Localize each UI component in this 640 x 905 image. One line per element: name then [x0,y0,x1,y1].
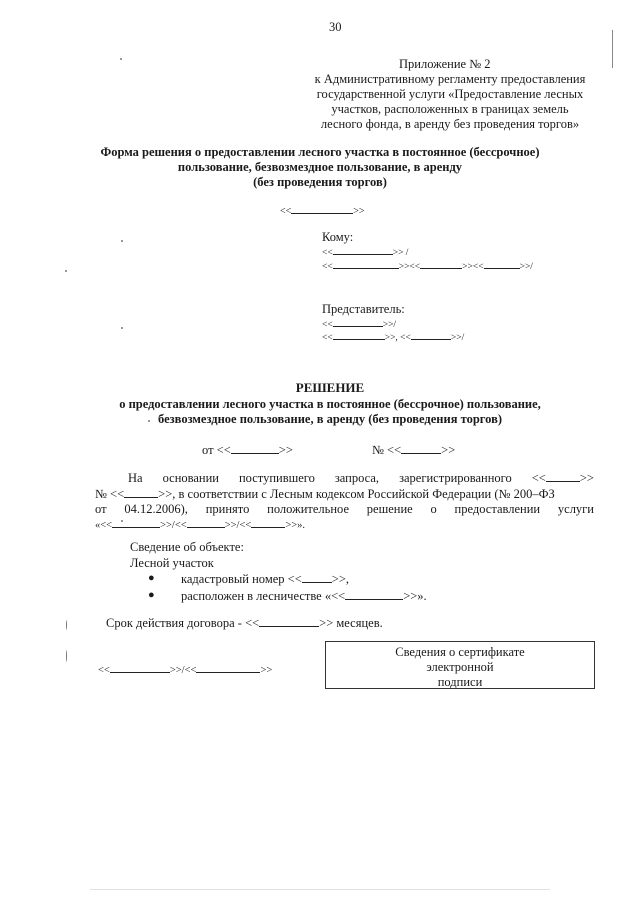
recipient-line: << >><< >><< >>/ [322,258,533,272]
body-line-4: «<< >>/<< >>/<< >>». [95,517,305,531]
forestry-location: расположен в лесничестве «<< >>». [181,589,427,603]
signature-line: << >>/<< >> [98,662,272,676]
scan-mark [90,889,550,890]
certificate-box [325,641,595,689]
bullet-marker: ● [148,572,155,584]
representative-label: Представитель: [322,302,405,316]
object-label: Сведение об объекте: [130,540,244,554]
recipient-line: << >> / [322,244,408,258]
header-field: << >> [280,203,365,217]
appendix-number: Приложение № 2 [399,57,491,71]
decision-heading: РЕШЕНИЕ [295,380,365,395]
decision-date: от << >> [202,443,293,457]
appendix-line: к Административному регламенту предоставления [314,72,586,86]
appendix-line: участков, расположенных в границах земель [331,102,569,116]
object-type: Лесной участок [130,556,214,570]
decision-number: № << >> [372,443,456,457]
certificate-text: Сведения о сертификате [395,645,525,659]
scan-dot [121,240,123,242]
bullet-marker: ● [148,589,155,601]
decision-subtitle: безвозмездное пользование, в аренду (без проведения торгов) [158,412,502,426]
scan-dot [65,270,67,272]
page-number: 30 [329,20,342,34]
certificate-text: подписи [437,675,483,689]
body-line-2: № << >>, в соответствии с Лесным кодексом Российской Федерации (№ 200–ФЗ [95,487,555,501]
appendix-line: государственной услуги «Предоставление лесных [316,87,584,101]
form-title: пользование, безвозмездное пользование, в аренду [177,160,463,174]
body-line-3: от 04.12.2006), принято положительное решение о предоставлении услуги [95,502,594,516]
appendix-line: лесного фонда, в аренду без проведения торгов» [320,117,580,131]
contract-term: Срок действия договора - << >> месяцев. [106,616,383,630]
scan-dot [121,327,123,329]
scan-mark [612,30,613,68]
decision-subtitle: о предоставлении лесного участка в постоянное (бессрочное) пользование, [119,397,541,411]
scan-dot [66,620,67,630]
form-title: Форма решения о предоставлении лесного участка в постоянное (бессрочное) [100,145,540,159]
scan-dot [120,58,122,60]
representative-line: << >>, << >>/ [322,329,464,343]
recipient-label: Кому: [322,230,354,244]
scan-dot [66,650,67,662]
form-title: (без проведения торгов) [253,175,387,189]
certificate-text: электронной [426,660,494,674]
body-line-1: На основании поступившего запроса, зарегистрированного << >> [128,471,594,485]
cadastral-number: кадастровый номер << >>, [181,572,349,586]
representative-line: << >>/ [322,316,396,330]
